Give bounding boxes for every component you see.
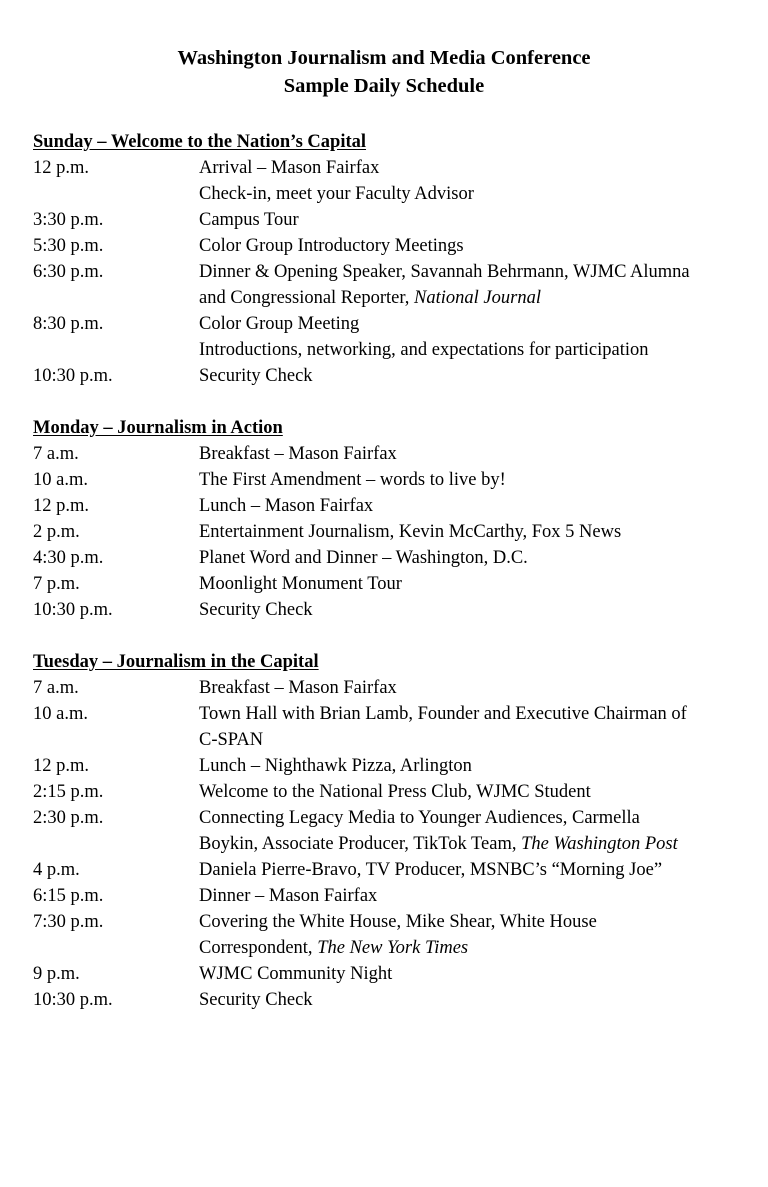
schedule-row bbox=[33, 727, 740, 753]
schedule-row bbox=[33, 779, 740, 805]
schedule-description bbox=[199, 987, 724, 1013]
schedule-time bbox=[33, 285, 199, 311]
schedule-time: 4 p.m. bbox=[33, 860, 80, 880]
schedule-row bbox=[33, 181, 740, 207]
schedule-time: 10:30 p.m. bbox=[33, 600, 113, 620]
schedule-row bbox=[33, 285, 740, 311]
schedule-description bbox=[199, 857, 724, 883]
schedule-time: 7 a.m. bbox=[33, 444, 79, 464]
schedule-description bbox=[199, 259, 724, 285]
schedule-row bbox=[33, 753, 740, 779]
day-header: Monday – Journalism in Action bbox=[33, 418, 283, 438]
schedule-description bbox=[199, 805, 724, 831]
schedule-description bbox=[199, 155, 724, 181]
schedule-row bbox=[33, 467, 740, 493]
schedule-description-line: Dinner & Opening Speaker, Savannah Behrmann, WJMC Alumna bbox=[199, 262, 690, 282]
schedule-description bbox=[199, 571, 724, 597]
schedule-row bbox=[33, 155, 740, 181]
schedule-time bbox=[33, 727, 199, 753]
schedule-description bbox=[199, 337, 724, 363]
schedule-time: 7:30 p.m. bbox=[33, 912, 104, 932]
schedule-description-line: Security Check bbox=[199, 990, 313, 1010]
day-rows bbox=[33, 155, 740, 389]
schedule-description-line: Planet Word and Dinner – Washington, D.C. bbox=[199, 548, 528, 568]
schedule-row bbox=[33, 675, 740, 701]
schedule-description-line: Connecting Legacy Media to Younger Audiences, Carmella bbox=[199, 808, 640, 828]
schedule-row bbox=[33, 883, 740, 909]
publication-name: National Journal bbox=[414, 288, 541, 308]
day-section bbox=[33, 649, 740, 1013]
schedule-body bbox=[0, 129, 768, 1013]
schedule-row bbox=[33, 519, 740, 545]
schedule-row bbox=[33, 987, 740, 1013]
schedule-row bbox=[33, 571, 740, 597]
schedule-time: 12 p.m. bbox=[33, 158, 90, 178]
schedule-row bbox=[33, 909, 740, 935]
schedule-time: 10:30 p.m. bbox=[33, 990, 113, 1010]
schedule-description-line: Lunch – Mason Fairfax bbox=[199, 496, 374, 516]
schedule-description-line: Security Check bbox=[199, 600, 313, 620]
schedule-description bbox=[199, 675, 724, 701]
schedule-time bbox=[33, 181, 199, 207]
schedule-time: 7 a.m. bbox=[33, 678, 79, 698]
schedule-description bbox=[199, 545, 724, 571]
schedule-row bbox=[33, 857, 740, 883]
day-header: Tuesday – Journalism in the Capital bbox=[33, 652, 319, 672]
schedule-time bbox=[33, 831, 199, 857]
schedule-description bbox=[199, 961, 724, 987]
schedule-description-line: Campus Tour bbox=[199, 210, 299, 230]
schedule-description-line: Town Hall with Brian Lamb, Founder and Executive Chairman of bbox=[199, 704, 687, 724]
schedule-time: 2:15 p.m. bbox=[33, 782, 104, 802]
schedule-row bbox=[33, 935, 740, 961]
schedule-description-line: Boykin, Associate Producer, TikTok Team, The Washington Post bbox=[199, 834, 678, 854]
schedule-time: 6:15 p.m. bbox=[33, 886, 104, 906]
schedule-row bbox=[33, 441, 740, 467]
schedule-row bbox=[33, 961, 740, 987]
schedule-description-line: Check-in, meet your Faculty Advisor bbox=[199, 184, 474, 204]
schedule-row bbox=[33, 363, 740, 389]
publication-name: The Washington Post bbox=[521, 834, 678, 854]
schedule-row bbox=[33, 597, 740, 623]
schedule-description bbox=[199, 493, 724, 519]
schedule-description bbox=[199, 831, 724, 857]
schedule-description-line: C-SPAN bbox=[199, 730, 264, 750]
schedule-row bbox=[33, 831, 740, 857]
schedule-description-line: Breakfast – Mason Fairfax bbox=[199, 444, 397, 464]
schedule-time: 7 p.m. bbox=[33, 574, 80, 594]
schedule-description-line: Breakfast – Mason Fairfax bbox=[199, 678, 397, 698]
schedule-description bbox=[199, 285, 724, 311]
schedule-description bbox=[199, 467, 724, 493]
schedule-description-line: Arrival – Mason Fairfax bbox=[199, 158, 380, 178]
schedule-row bbox=[33, 493, 740, 519]
schedule-time: 10:30 p.m. bbox=[33, 366, 113, 386]
schedule-description-line: Welcome to the National Press Club, WJMC Student bbox=[199, 782, 591, 802]
schedule-time: 4:30 p.m. bbox=[33, 548, 104, 568]
schedule-row bbox=[33, 311, 740, 337]
schedule-description-line: Entertainment Journalism, Kevin McCarthy, Fox 5 News bbox=[199, 522, 622, 542]
schedule-time: 2:30 p.m. bbox=[33, 808, 104, 828]
schedule-description bbox=[199, 233, 724, 259]
schedule-description bbox=[199, 909, 724, 935]
schedule-description-line: Correspondent, The New York Times bbox=[199, 938, 469, 958]
schedule-description bbox=[199, 935, 724, 961]
document-header bbox=[0, 0, 768, 100]
schedule-description bbox=[199, 701, 724, 727]
schedule-time: 12 p.m. bbox=[33, 756, 90, 776]
schedule-description-line: Security Check bbox=[199, 366, 313, 386]
schedule-row bbox=[33, 233, 740, 259]
schedule-description bbox=[199, 779, 724, 805]
schedule-row bbox=[33, 545, 740, 571]
schedule-time: 10 a.m. bbox=[33, 470, 88, 490]
schedule-time bbox=[33, 337, 199, 363]
schedule-description bbox=[199, 311, 724, 337]
schedule-description-line: WJMC Community Night bbox=[199, 964, 393, 984]
schedule-time: 6:30 p.m. bbox=[33, 262, 104, 282]
schedule-row bbox=[33, 701, 740, 727]
schedule-row bbox=[33, 207, 740, 233]
schedule-time bbox=[33, 935, 199, 961]
schedule-description bbox=[199, 597, 724, 623]
schedule-row bbox=[33, 805, 740, 831]
schedule-description bbox=[199, 727, 724, 753]
schedule-row bbox=[33, 337, 740, 363]
day-header-row bbox=[33, 415, 740, 441]
schedule-description-line: Lunch – Nighthawk Pizza, Arlington bbox=[199, 756, 472, 776]
schedule-time: 5:30 p.m. bbox=[33, 236, 104, 256]
schedule-description bbox=[199, 181, 724, 207]
day-section bbox=[33, 415, 740, 623]
schedule-time: 8:30 p.m. bbox=[33, 314, 104, 334]
schedule-time: 10 a.m. bbox=[33, 704, 88, 724]
day-header-row bbox=[33, 129, 740, 155]
schedule-description-line: Moonlight Monument Tour bbox=[199, 574, 402, 594]
schedule-description-line: The First Amendment – words to live by! bbox=[199, 470, 506, 490]
schedule-description bbox=[199, 363, 724, 389]
day-header: Sunday – Welcome to the Nation’s Capital bbox=[33, 132, 367, 152]
schedule-time: 2 p.m. bbox=[33, 522, 80, 542]
schedule-description-line: Daniela Pierre-Bravo, TV Producer, MSNBC’s “Morning Joe” bbox=[199, 860, 663, 880]
schedule-description bbox=[199, 883, 724, 909]
schedule-time: 3:30 p.m. bbox=[33, 210, 104, 230]
day-rows bbox=[33, 675, 740, 1013]
schedule-description-line: Covering the White House, Mike Shear, White House bbox=[199, 912, 597, 932]
schedule-time: 9 p.m. bbox=[33, 964, 80, 984]
schedule-description-line: Dinner – Mason Fairfax bbox=[199, 886, 378, 906]
schedule-description bbox=[199, 441, 724, 467]
schedule-row bbox=[33, 259, 740, 285]
schedule-description bbox=[199, 207, 724, 233]
schedule-description bbox=[199, 753, 724, 779]
schedule-description-line: Color Group Introductory Meetings bbox=[199, 236, 464, 256]
schedule-description-line: Introductions, networking, and expectations for participation bbox=[199, 340, 649, 360]
schedule-time: 12 p.m. bbox=[33, 496, 90, 516]
schedule-description bbox=[199, 519, 724, 545]
day-section bbox=[33, 129, 740, 389]
day-rows bbox=[33, 441, 740, 623]
conference-title: Washington Journalism and Media Conference bbox=[177, 47, 591, 69]
publication-name: The New York Times bbox=[317, 938, 469, 958]
schedule-description-line: and Congressional Reporter, National Journal bbox=[199, 288, 541, 308]
schedule-description-line: Color Group Meeting bbox=[199, 314, 360, 334]
day-header-row bbox=[33, 649, 740, 675]
document-subtitle: Sample Daily Schedule bbox=[283, 75, 485, 97]
